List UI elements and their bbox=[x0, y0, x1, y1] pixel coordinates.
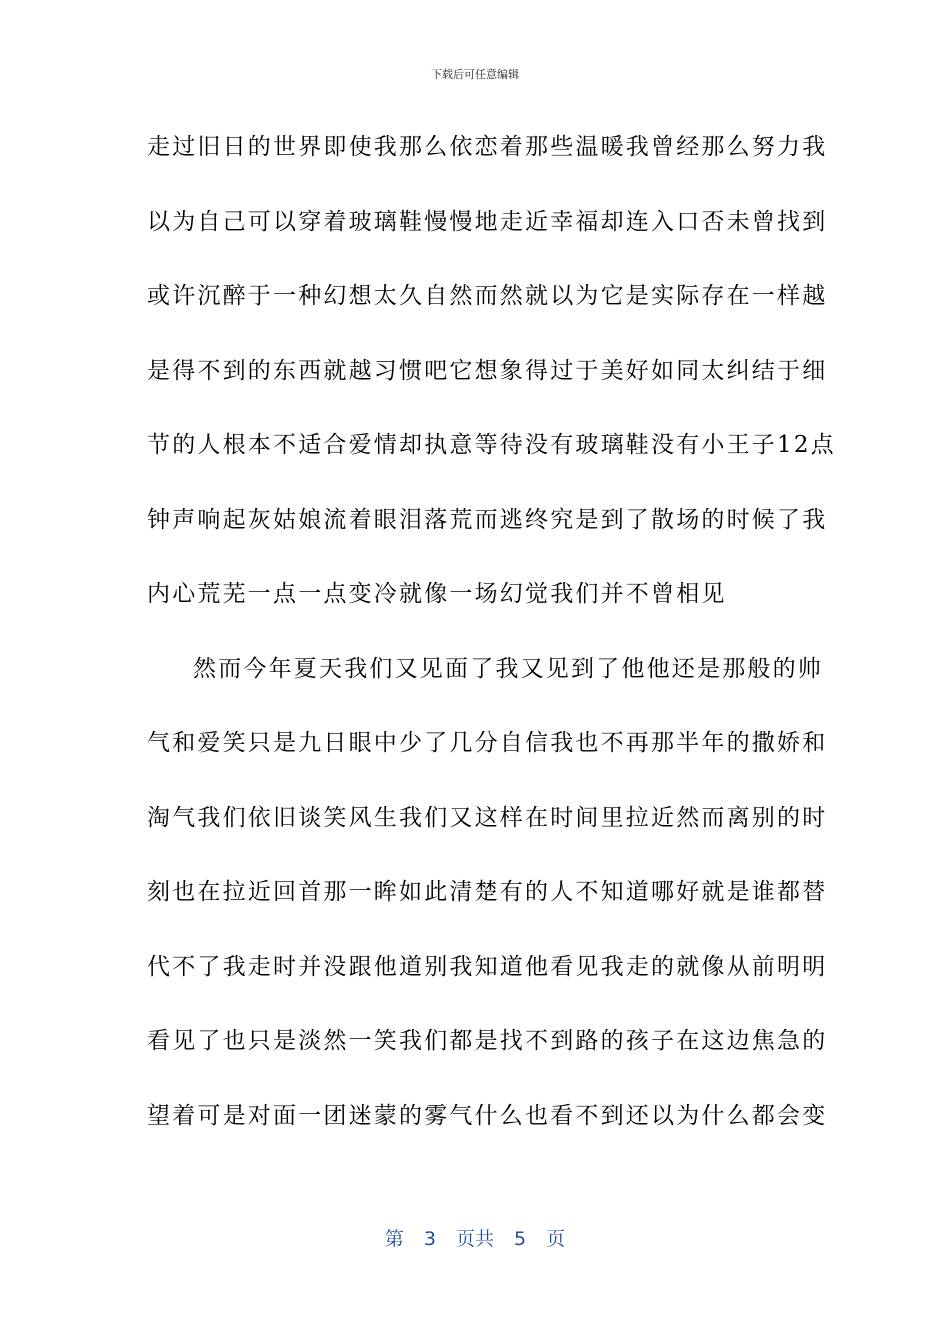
text-line: 气和爱笑只是九日眼中少了几分自信我也不再那半年的撒娇和 bbox=[147, 730, 828, 756]
page-footer bbox=[0, 1226, 950, 1252]
text-line: 望着可是对面一团迷蒙的雾气什么也看不到还以为什么都会变 bbox=[147, 1102, 828, 1129]
text-line: 钟声响起灰姑娘流着眼泪落荒而逃终究是到了散场的时候了我 bbox=[147, 506, 828, 533]
text-line-paragraph-start: 然而今年夏天我们又见面了我又见到了他他还是那般的帅 bbox=[193, 655, 823, 682]
text-line: 走过旧日的世界即使我那么依恋着那些温暖我曾经那么努力我 bbox=[147, 134, 828, 160]
text-line: 以为自己可以穿着玻璃鞋慢慢地走近幸福却连入口否未曾找到 bbox=[147, 208, 828, 235]
text-line: 或许沉醉于一种幻想太久自然而然就以为它是实际存在一样越 bbox=[147, 283, 828, 309]
footer-label-ye-gong: 页共 bbox=[455, 1228, 494, 1250]
text-line: 淘气我们依旧谈笑风生我们又这样在时间里拉近然而离别的时 bbox=[147, 804, 828, 831]
text-line: 看见了也只是淡然一笑我们都是找不到路的孩子在这边焦急的 bbox=[147, 1028, 828, 1054]
page-header: 下载后可任意编辑 bbox=[431, 68, 519, 81]
body-text bbox=[147, 127, 836, 1170]
footer-label-di: 第 bbox=[384, 1228, 404, 1250]
footer-label-ye: 页 bbox=[546, 1228, 566, 1250]
text-line: 内心荒芜一点一点变冷就像一场幻觉我们并不曾相见 bbox=[147, 581, 727, 607]
page-total-number: 5 bbox=[514, 1228, 527, 1250]
text-line: 节的人根本不适合爱情却执意等待没有玻璃鞋没有小王子12点 bbox=[147, 432, 836, 458]
text-line: 是得不到的东西就越习惯吧它想象得过于美好如同太纠结于细 bbox=[147, 357, 828, 384]
text-line: 代不了我走时并没跟他道别我知道他看见我走的就像从前明明 bbox=[147, 953, 828, 980]
text-line: 刻也在拉近回首那一眸如此清楚有的人不知道哪好就是谁都替 bbox=[147, 879, 828, 905]
page-current-number: 3 bbox=[423, 1228, 436, 1250]
